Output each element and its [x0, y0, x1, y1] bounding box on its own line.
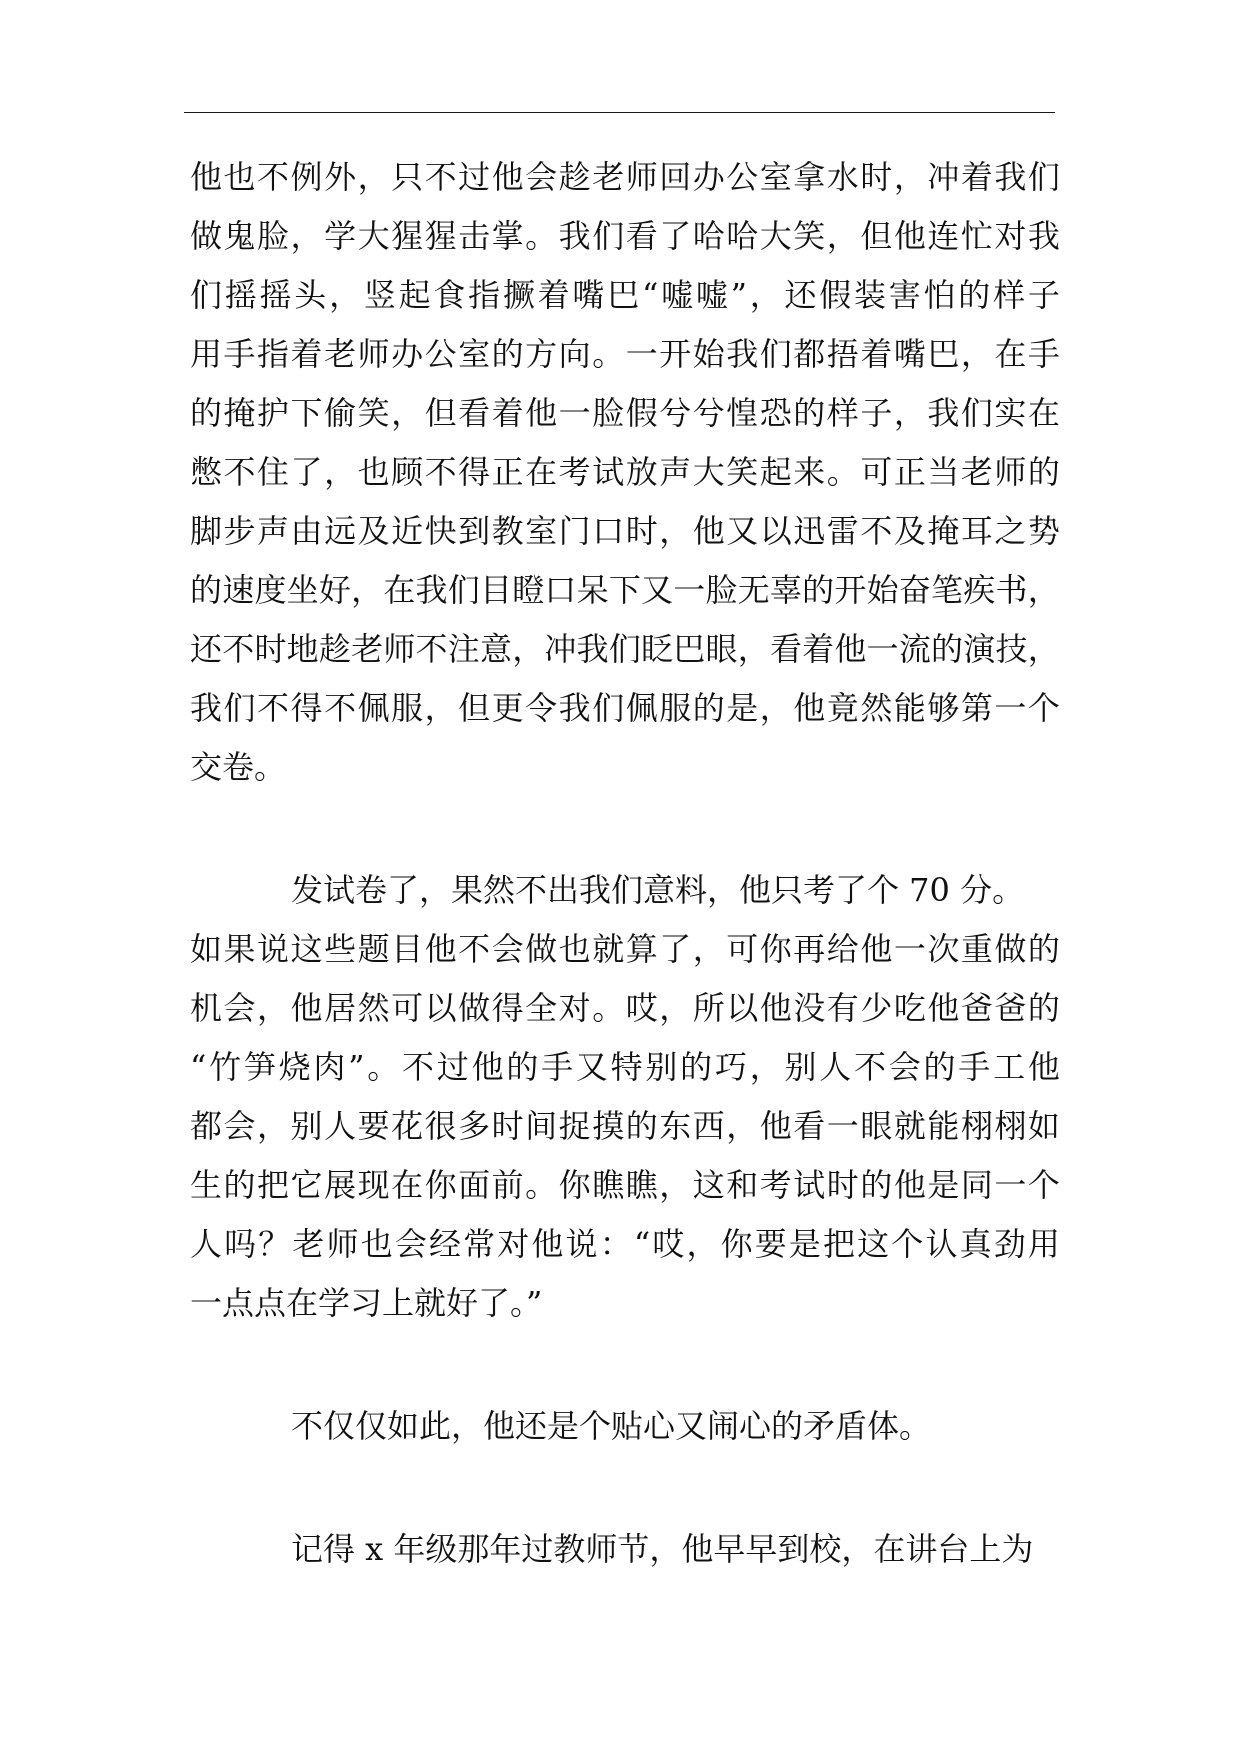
paragraph-4 — [190, 1520, 1060, 1579]
text-line-indented: 发试卷了，果然不出我们意料，他只考了个 70 分。 — [291, 871, 1025, 909]
text-line: 一点点在学习上就好了。” — [190, 1284, 543, 1322]
text-line: 脚 步 声 由 远 及 近 快 到 教 室 门 口 时 ， 他 又 以 迅 雷 不 及 掩 耳 之 势 — [190, 512, 1060, 550]
header-rule — [184, 112, 1055, 113]
text-line: “ 竹 笋 烧 肉 ” 。 不 过 他 的 手 又 特 别 的 巧 ， 别 人 不 会 的 手 工 他 — [190, 1048, 1060, 1086]
text-line-indented: 记得 x 年级那年过教师节，他早早到校，在讲台上为 — [291, 1530, 1034, 1568]
text-line: 憋 不 住 了 ， 也 顾 不 得 正 在 考 试 放 声 大 笑 起 来 。 可 正 当 老 师 的 — [190, 453, 1060, 491]
paragraph-2 — [190, 861, 1060, 1333]
text-line: 的 速 度 坐 好 ， 在 我 们 目 瞪 口 呆 下 又 一 脸 无 辜 的 开 始 奋 笔 疾 书 ， — [190, 571, 1060, 609]
text-line: 如 果 说 这 些 题 目 他 不 会 做 也 就 算 了 ， 可 你 再 给 他 一 次 重 做 的 — [190, 930, 1060, 968]
text-line: 人 吗 ？ 老 师 也 会 经 常 对 他 说 ： “ 哎 ， 你 要 是 把 这 个 认 真 劲 用 — [190, 1225, 1060, 1263]
text-line: 用 手 指 着 老 师 办 公 室 的 方 向 。 一 开 始 我 们 都 捂 着 嘴 巴 ， 在 手 — [190, 335, 1060, 373]
text-line: 做 鬼 脸 ， 学 大 猩 猩 击 掌 。 我 们 看 了 哈 哈 大 笑 ， 但 他 连 忙 对 我 — [190, 217, 1060, 255]
text-line-indented: 不仅仅如此，他还是个贴心又闹心的矛盾体。 — [291, 1407, 932, 1445]
text-line: 还 不 时 地 趁 老 师 不 注 意 ， 冲 我 们 眨 巴 眼 ， 看 着 他 一 流 的 演 技 ， — [190, 630, 1060, 668]
text-line: 的 掩 护 下 偷 笑 ， 但 看 着 他 一 脸 假 兮 兮 惶 恐 的 样 子 ， 我 们 实 在 — [190, 394, 1060, 432]
paragraph-3 — [190, 1397, 1060, 1456]
document-body — [190, 148, 1060, 1579]
text-line: 他 也 不 例 外 ， 只 不 过 他 会 趁 老 师 回 办 公 室 拿 水 时 ， 冲 着 我 们 — [190, 158, 1060, 196]
text-line: 我 们 不 得 不 佩 服 ， 但 更 令 我 们 佩 服 的 是 ， 他 竟 然 能 够 第 一 个 — [190, 689, 1060, 727]
text-line: 交卷。 — [190, 748, 287, 786]
text-line: 们 摇 摇 头 ， 竖 起 食 指 撅 着 嘴 巴 “ 嘘 嘘 ” ， 还 假 装 害 怕 的 样 子 — [190, 276, 1060, 314]
text-line: 机 会 ， 他 居 然 可 以 做 得 全 对 。 哎 ， 所 以 他 没 有 少 吃 他 爸 爸 的 — [190, 989, 1060, 1027]
text-line: 都 会 ， 别 人 要 花 很 多 时 间 捉 摸 的 东 西 ， 他 看 一 眼 就 能 栩 栩 如 — [190, 1107, 1060, 1145]
text-line: 生 的 把 它 展 现 在 你 面 前 。 你 瞧 瞧 ， 这 和 考 试 时 的 他 是 同 一 个 — [190, 1166, 1060, 1204]
paragraph-1 — [190, 148, 1060, 797]
